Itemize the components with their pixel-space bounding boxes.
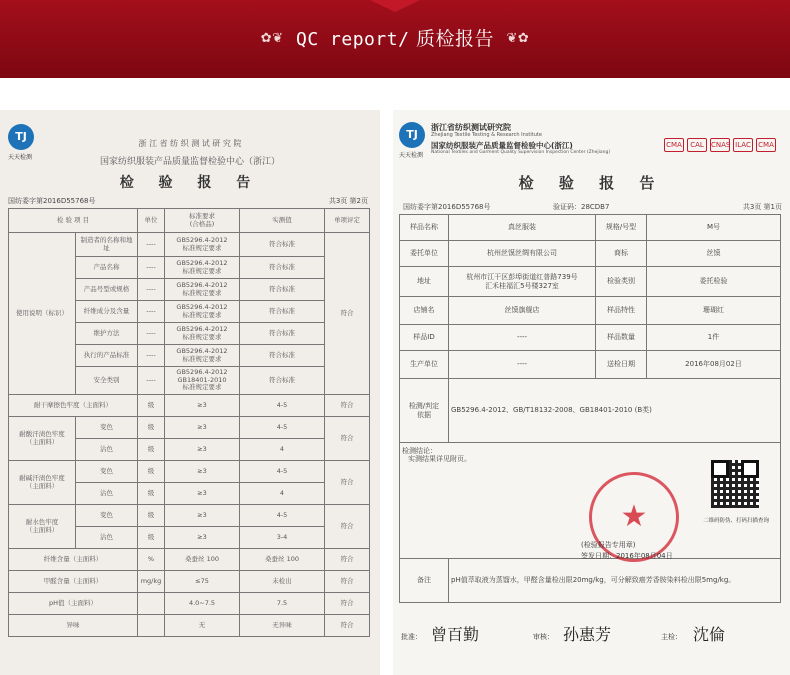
field-label: 商标 <box>596 241 647 267</box>
item-value: 符合标准 <box>240 323 325 345</box>
logo-caption: 天天检测 <box>8 154 33 161</box>
field-value: 杭州市江干区彭埠街道红普路739号 汇禾桂福汇5号楼327室 <box>449 267 596 297</box>
item-requirement: 4.0~7.5 <box>165 593 240 615</box>
field-label: 店铺名 <box>400 297 449 325</box>
item-value: 符合标准 <box>240 257 325 279</box>
col-header-requirement: 标准要求 (合格品) <box>165 209 240 233</box>
header-title <box>0 24 790 51</box>
item-requirement: GB5296.4-2012 标准规定要求 <box>165 279 240 301</box>
field-label: 样品ID <box>400 325 449 351</box>
ornament-left-icon: ✿❦ <box>260 31 284 46</box>
item-name: 异味 <box>9 615 138 637</box>
item-name: 产品名称 <box>76 257 138 279</box>
item-requirement: ≥3 <box>165 417 240 439</box>
field-value: 珊瑚红 <box>647 297 781 325</box>
issue-date: 签发日期：2016年08月04日 <box>581 552 673 560</box>
usage-group-label: 使用说明（标识） <box>9 233 76 395</box>
table-row <box>9 395 370 417</box>
item-requirement: 桑蚕丝 100 <box>165 549 240 571</box>
item-value: 符合标准 <box>240 367 325 395</box>
checker-label: 审核： <box>533 633 554 641</box>
item-requirement: GB5296.4-2012 标准规定要求 <box>165 301 240 323</box>
header-title-cn: 质检报告 <box>415 28 494 50</box>
report-number: 国纺委字第2016D55768号 <box>8 197 96 205</box>
cma-mark-icon: CMA <box>756 138 776 152</box>
table-row <box>9 417 370 439</box>
remarks-value: pH值萃取液为蒸馏水，甲醛含量检出限20mg/kg，可分解致癌芳香胺染料检出限5mg/kg。 <box>449 559 781 603</box>
table-row: 执行的产品标准 ---- GB5296.4-2012 标准规定要求 符合标准 <box>9 345 370 367</box>
checker-signature: 孙惠芳 <box>563 625 612 644</box>
table-row: 使用说明（标识） 制造者的名称和地址 ---- GB5296.4-2012 标准规定要求 符合标准 符合 <box>9 233 370 257</box>
field-label: 生产单位 <box>400 351 449 379</box>
ornament-right-icon: ❦✿ <box>506 31 530 46</box>
col-header-unit: 单位 <box>138 209 165 233</box>
header-notch <box>370 0 420 12</box>
table-row <box>9 505 370 527</box>
item-unit: 级 <box>138 461 165 483</box>
field-value: M号 <box>647 215 781 241</box>
item-value: 无异味 <box>240 615 325 637</box>
ilac-mark-icon: ILAC <box>733 138 753 152</box>
conclusion-label: 检测结论： <box>402 447 437 455</box>
item-unit: % <box>138 549 165 571</box>
table-row: 安全类别 ---- GB5296.4-2012 GB18401-2010 标准规定要求 符合标准 <box>9 367 370 395</box>
item-unit: 级 <box>138 505 165 527</box>
item-unit <box>138 593 165 615</box>
cnas-mark-icon: CNAS <box>710 138 730 152</box>
seal-caption: (检验报告专用章) <box>581 541 636 549</box>
item-unit: 级 <box>138 395 165 417</box>
report-number: 国纺委字第2016D55768号 <box>403 203 491 211</box>
item-requirement: ≥3 <box>165 483 240 505</box>
field-label: 检验类别 <box>596 267 647 297</box>
item-evaluation: 符合 <box>325 417 370 461</box>
cal-mark-icon: CAL <box>687 138 707 152</box>
field-value: ---- <box>449 325 596 351</box>
table-row <box>400 241 781 267</box>
field-label: 地址 <box>400 267 449 297</box>
table-row: 产品号型或规格 ---- GB5296.4-2012 标准规定要求 符合标准 <box>9 279 370 301</box>
item-unit <box>138 615 165 637</box>
item-name: 纤维成分及含量 <box>76 301 138 323</box>
field-value: ---- <box>449 351 596 379</box>
table-row <box>9 549 370 571</box>
cma-mark-icon: CMA <box>664 138 684 152</box>
item-value: 4-5 <box>240 505 325 527</box>
report-title: 检 验 报 告 <box>119 175 261 191</box>
item-requirement: ≤75 <box>165 571 240 593</box>
item-value: 未检出 <box>240 571 325 593</box>
approver-signature: 曾百勤 <box>431 625 480 644</box>
table-row <box>400 379 781 443</box>
item-requirement: GB5296.4-2012 标准规定要求 <box>165 257 240 279</box>
qr-code-icon <box>711 460 759 508</box>
field-value: 丝馍旗舰店 <box>449 297 596 325</box>
item-requirement: GB5296.4-2012 GB18401-2010 标准规定要求 <box>165 367 240 395</box>
table-row <box>9 593 370 615</box>
table-row: 产品名称 ---- GB5296.4-2012 标准规定要求 符合标准 <box>9 257 370 279</box>
report-page-2 <box>0 110 380 675</box>
institute-logo-icon: TJ <box>399 122 425 148</box>
page-indicator: 共3页 第1页 <box>742 203 782 211</box>
item-requirement: GB5296.4-2012 标准规定要求 <box>165 323 240 345</box>
item-name: pH值（主面料） <box>9 593 138 615</box>
approver-label: 批准： <box>401 633 422 641</box>
item-name: 纤维含量（主面料） <box>9 549 138 571</box>
conclusion-value: 实测结果详见附页。 <box>408 455 471 464</box>
item-value: 3-4 <box>240 527 325 549</box>
table-row <box>400 297 781 325</box>
table-row: 纤维成分及含量 ---- GB5296.4-2012 标准规定要求 符合标准 <box>9 301 370 323</box>
institute-name-en: Zhejiang Textile Testing & Research Institute <box>431 132 542 138</box>
item-name: 安全类别 <box>76 367 138 395</box>
field-value: 真丝服装 <box>449 215 596 241</box>
table-row <box>400 559 781 603</box>
tester-label: 主检： <box>661 633 682 641</box>
item-requirement: GB5296.4-2012 标准规定要求 <box>165 233 240 257</box>
table-row <box>9 461 370 483</box>
tester-signature: 沈倫 <box>693 625 726 644</box>
item-requirement: 无 <box>165 615 240 637</box>
remarks-label: 备注 <box>400 559 449 603</box>
field-value: 2016年08月02日 <box>647 351 781 379</box>
item-requirement: ≥3 <box>165 527 240 549</box>
item-sub: 变色 <box>76 505 138 527</box>
page-indicator: 共3页 第2页 <box>328 197 368 205</box>
item-evaluation: 符合 <box>325 395 370 417</box>
report-page-1 <box>393 110 790 675</box>
col-header-value: 实测值 <box>240 209 325 233</box>
item-value: 符合标准 <box>240 301 325 323</box>
item-name: 维护方法 <box>76 323 138 345</box>
table-row <box>400 325 781 351</box>
basis-label: 检测/判定 依据 <box>400 379 449 443</box>
item-sub: 沾色 <box>76 483 138 505</box>
item-sub: 沾色 <box>76 439 138 461</box>
item-value: 4-5 <box>240 395 325 417</box>
field-value: 杭州丝馍丝绸有限公司 <box>449 241 596 267</box>
item-unit: 级 <box>138 483 165 505</box>
item-requirement: GB5296.4-2012 标准规定要求 <box>165 345 240 367</box>
report-title: 检 验 报 告 <box>518 174 665 192</box>
item-value: 桑蚕丝 100 <box>240 549 325 571</box>
item-requirement: ≥3 <box>165 461 240 483</box>
item-value: 符合标准 <box>240 345 325 367</box>
inspection-items-table <box>8 208 370 637</box>
item-requirement: ≥3 <box>165 395 240 417</box>
institute-center: 国家纺织服装产品质量监督检验中心（浙江） <box>99 157 280 167</box>
item-group: 耐酸汗渍色牢度 （主面料） <box>9 417 76 461</box>
item-unit: 级 <box>138 439 165 461</box>
item-sub: 沾色 <box>76 527 138 549</box>
item-evaluation: 符合 <box>325 571 370 593</box>
field-value: 1件 <box>647 325 781 351</box>
verification-code: 验证码：28CDB7 <box>553 203 610 211</box>
field-label: 样品名称 <box>400 215 449 241</box>
item-value: 7.5 <box>240 593 325 615</box>
item-unit: 级 <box>138 417 165 439</box>
item-value: 4-5 <box>240 461 325 483</box>
item-name: 产品号型或规格 <box>76 279 138 301</box>
item-name: 甲醛含量（主面料） <box>9 571 138 593</box>
table-header-row <box>9 209 370 233</box>
item-requirement: ≥3 <box>165 439 240 461</box>
col-header-evaluation: 单项评定 <box>325 209 370 233</box>
item-evaluation: 符合 <box>325 461 370 505</box>
item-evaluation: 符合 <box>325 505 370 549</box>
field-value: 委托检验 <box>647 267 781 297</box>
col-header-item: 检 验 项 目 <box>9 209 138 233</box>
field-label: 送检日期 <box>596 351 647 379</box>
institute-name: 浙江省纺织测试研究院 <box>431 123 511 132</box>
item-name: 耐干摩擦色牢度（主面料） <box>9 395 138 417</box>
field-label: 委托单位 <box>400 241 449 267</box>
header-title-en: QC report/ <box>296 29 410 50</box>
table-row <box>400 215 781 241</box>
institute-center: 国家纺织服装产品质量监督检验中心(浙江) <box>431 141 573 150</box>
item-unit: 级 <box>138 527 165 549</box>
field-label: 样品数量 <box>596 325 647 351</box>
usage-evaluation: 符合 <box>325 233 370 395</box>
item-name: 制造者的名称和地址 <box>76 233 138 257</box>
item-value: 4 <box>240 439 325 461</box>
table-row <box>400 351 781 379</box>
item-requirement: ≥3 <box>165 505 240 527</box>
item-value: 符合标准 <box>240 233 325 257</box>
field-label: 规格/号型 <box>596 215 647 241</box>
item-evaluation: 符合 <box>325 615 370 637</box>
item-evaluation: 符合 <box>325 549 370 571</box>
field-label: 样品特性 <box>596 297 647 325</box>
field-value: 丝馍 <box>647 241 781 267</box>
item-value: 符合标准 <box>240 279 325 301</box>
institute-logo-icon: TJ <box>8 124 34 150</box>
header-banner <box>0 0 790 78</box>
item-group: 耐碱汗渍色牢度 （主面料） <box>9 461 76 505</box>
item-name: 执行的产品标准 <box>76 345 138 367</box>
institute-center-en: National Textiles and Garment Quality Supervision Inspection Center (Zhejiang) <box>431 150 611 155</box>
item-value: 4 <box>240 483 325 505</box>
institute-name: 浙 江 省 纺 织 测 试 研 究 院 <box>138 139 242 148</box>
logo-caption: 天天检测 <box>399 152 424 159</box>
item-sub: 变色 <box>76 461 138 483</box>
table-row <box>400 267 781 297</box>
basis-value: GB5296.4-2012、GB/T18132-2008、GB18401-2010 (B类) <box>449 379 781 443</box>
item-group: 耐水色牢度 （主面料） <box>9 505 76 549</box>
qr-caption: 二维码防伪、打码扫描查询 <box>703 518 770 524</box>
item-evaluation: 符合 <box>325 593 370 615</box>
table-row <box>9 615 370 637</box>
official-seal-icon: ★ <box>589 472 679 562</box>
item-unit: mg/kg <box>138 571 165 593</box>
item-sub: 变色 <box>76 417 138 439</box>
table-row: 维护方法 ---- GB5296.4-2012 标准规定要求 符合标准 <box>9 323 370 345</box>
item-value: 4-5 <box>240 417 325 439</box>
certification-marks <box>661 132 776 152</box>
table-row <box>9 571 370 593</box>
